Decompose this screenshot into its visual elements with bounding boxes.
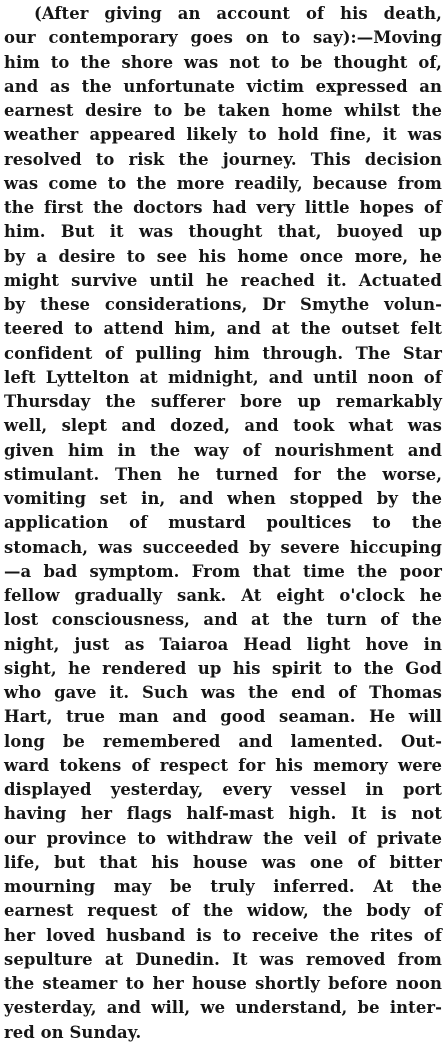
article-line: Hart, true man and good seaman. He will: [4, 707, 442, 727]
article-line: the steamer to her house shortly before noon: [4, 974, 442, 993]
article-line: well, slept and dozed, and took what was: [4, 416, 442, 436]
article-line: sight, he rendered up his spirit to the God: [4, 658, 442, 678]
article-line: by a desire to see his home once more, he: [4, 246, 442, 266]
article-line: our province to withdraw the veil of private: [4, 828, 442, 848]
article-line: teered to attend him, and at the outset felt: [4, 319, 442, 339]
article-line: the first the doctors had very little hopes of: [4, 198, 442, 217]
article-line: him to the shore was not to be thought of,: [4, 52, 442, 72]
article-line: life, but that his house was one of bitter: [4, 852, 442, 872]
article-line: ward tokens of respect for his memory were: [4, 755, 442, 775]
article-line: resolved to risk the journey. This decision: [4, 149, 442, 169]
article-line: lost consciousness, and at the turn of the: [4, 610, 442, 630]
article-line: stimulant. Then he turned for the worse,: [4, 464, 442, 484]
article-line: weather appeared likely to hold fine, it was: [4, 125, 442, 145]
article-line: earnest desire to be taken home whilst the: [4, 101, 442, 120]
article-line: given him in the way of nourishment and: [4, 440, 442, 460]
article-line: earnest request of the widow, the body of: [4, 901, 442, 921]
article-line: (After giving an account of his death,: [34, 4, 442, 23]
article-line: fellow gradually sank. At eight o'clock he: [4, 586, 442, 605]
article-line: who gave it. Such was the end of Thomas: [4, 683, 442, 702]
article-line: stomach, was succeeded by severe hiccuping: [4, 537, 442, 557]
article-line: was come to the more readily, because from: [4, 173, 442, 193]
article-line: Thursday the sufferer bore up remarkably: [4, 392, 442, 411]
article-column: [4, 2, 442, 1045]
article-line: him. But it was thought that, buoyed up: [4, 222, 442, 242]
article-line: —a bad symptom. From that time the poor: [4, 561, 442, 581]
article-line: left Lyttelton at midnight, and until noon of: [4, 367, 442, 387]
article-line: application of mustard poultices to the: [4, 513, 442, 533]
article-line: night, just as Taiaroa Head light hove in: [4, 634, 442, 654]
article-line: mourning may be truly inferred. At the: [4, 877, 442, 896]
article-line: red on Sunday.: [4, 1022, 142, 1042]
article-line: displayed yesterday, every vessel in port: [4, 780, 442, 799]
article-line: our contemporary goes on to say):—Moving: [4, 28, 442, 48]
article-line: by these considerations, Dr Smythe volun-: [4, 295, 442, 314]
article-line: confident of pulling him through. The Star: [4, 343, 442, 363]
article-line: might survive until he reached it. Actuated: [4, 270, 442, 290]
article-line: and as the unfortunate victim expressed an: [4, 76, 442, 96]
article-line: vomiting set in, and when stopped by the: [4, 489, 442, 508]
article-line: having her flags half-mast high. It is not: [4, 804, 442, 824]
article-line: sepulture at Dunedin. It was removed from: [4, 949, 442, 969]
article-line: her loved husband is to receive the rites of: [4, 925, 442, 945]
article-line: long be remembered and lamented. Out-: [4, 731, 442, 751]
article-line: yesterday, and will, we understand, be inter-: [4, 998, 442, 1018]
